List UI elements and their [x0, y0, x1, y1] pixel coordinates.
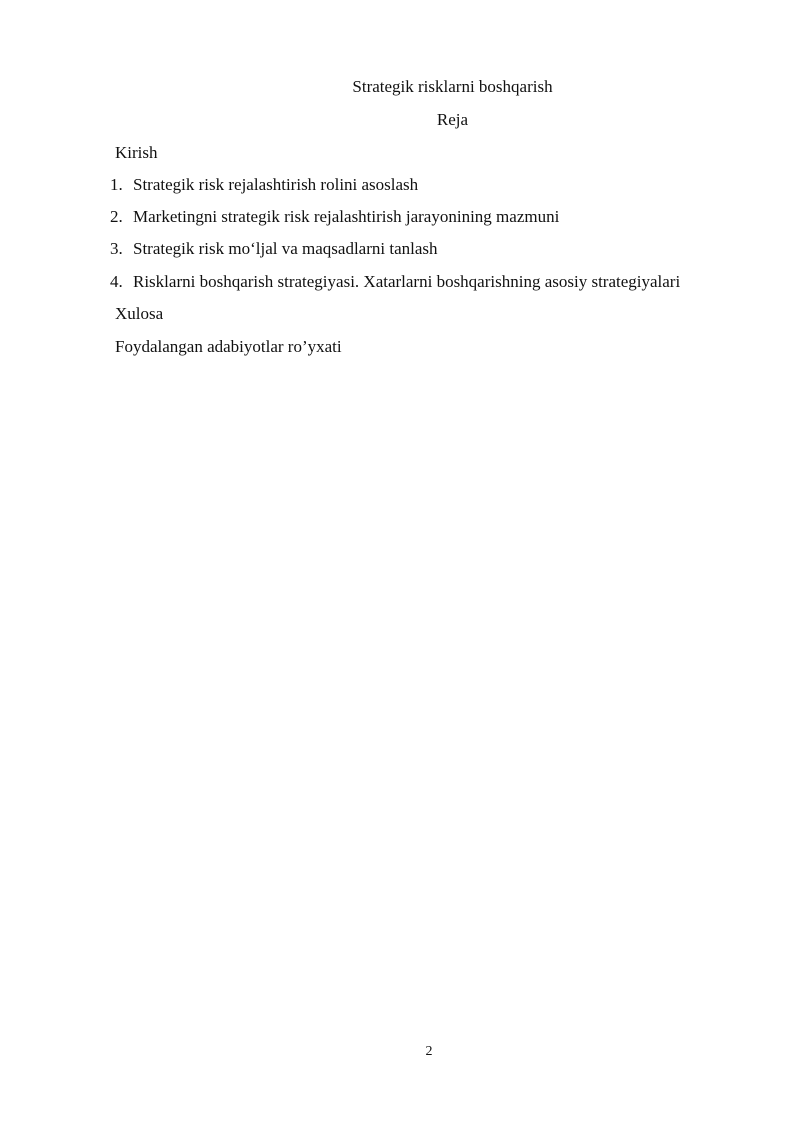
toc-item-text: Strategik risk rejalashtirish rolini asoslash [133, 175, 419, 194]
toc-item-text: Strategik risk mo‘ljal va maqsadlarni tanlash [133, 239, 438, 258]
toc-item-text: Risklarni boshqarish strategiyasi. Xatarlarni boshqarishning asosiy strategiyalari [133, 272, 681, 291]
toc-references: Foydalangan adabiyotlar ro’yxati [115, 337, 342, 356]
toc-item-3 [110, 238, 438, 260]
document-title: Strategik risklarni boshqarish [352, 77, 553, 96]
toc-intro: Kirish [115, 143, 158, 162]
toc-item-number: 3. [110, 239, 123, 258]
toc-item-number: 1. [110, 175, 123, 194]
document-subtitle: Reja [436, 110, 469, 129]
toc-item-text: Marketingni strategik risk rejalashtirish jarayonining mazmuni [133, 207, 560, 226]
toc-item-2 [110, 206, 559, 228]
page-number: 2 [425, 1044, 433, 1059]
toc-conclusion: Xulosa [115, 304, 164, 323]
toc-item-1 [110, 174, 418, 196]
toc-item-number: 2. [110, 207, 123, 226]
toc-item-number: 4. [110, 272, 123, 291]
toc-item-4 [110, 271, 680, 293]
